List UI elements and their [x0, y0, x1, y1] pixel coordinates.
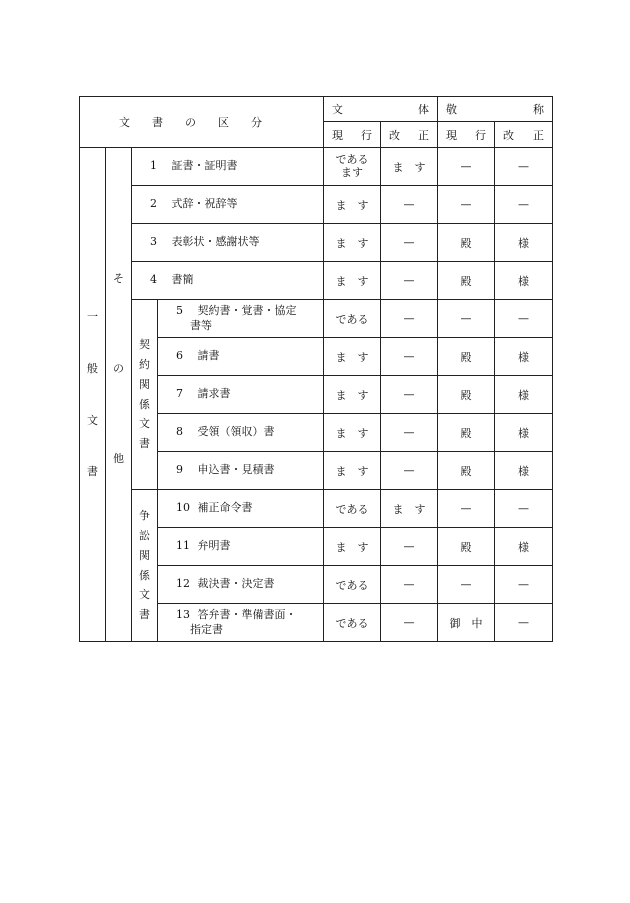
honor-revised-header: [495, 122, 553, 148]
style-current-header: [324, 122, 381, 148]
honor-revised-cell: [495, 148, 553, 186]
row-label-text: 式辞・祝辞等: [171, 197, 238, 211]
style-current-cell: [324, 414, 381, 452]
row-label: [158, 414, 324, 452]
honor-revised-cell: [495, 376, 553, 414]
row-label: [158, 604, 324, 642]
table-row: [80, 300, 553, 338]
style-revised-cell: [381, 338, 438, 376]
honor-current-header: [438, 122, 495, 148]
row-label-text: 補正命令書: [197, 501, 253, 515]
cell-text: である: [335, 578, 369, 592]
style-revised-cell: [381, 490, 438, 528]
style-revised-cell: [381, 224, 438, 262]
honor-current-cell: [438, 338, 495, 376]
cell-text: —: [460, 312, 472, 325]
cell-text: 様: [518, 540, 529, 554]
style-current-cell: [324, 224, 381, 262]
row-number: 8: [176, 425, 183, 439]
row-label-continuation: 指定書: [190, 622, 223, 636]
row-label-text: 証書・証明書: [171, 159, 238, 173]
style-revised-cell: [381, 262, 438, 300]
style-revised-cell: [381, 148, 438, 186]
style-current-cell: [324, 566, 381, 604]
style-current-cell: [324, 262, 381, 300]
row-label-text: 契約書・覚書・協定: [197, 303, 297, 317]
style-revised-cell: [381, 186, 438, 224]
group-label-other: [106, 148, 132, 642]
style-header-char-2: 体: [418, 103, 429, 116]
honor-current-cell: [438, 224, 495, 262]
row-number: 2: [150, 197, 157, 211]
style-current-cell: [324, 376, 381, 414]
cell-text: ま す: [392, 502, 426, 516]
honor-current-cell: [438, 148, 495, 186]
cell-text: —: [518, 578, 529, 591]
row-number: 12: [176, 577, 190, 591]
cell-text: —: [403, 350, 415, 363]
header-char: 現: [332, 128, 343, 142]
style-current-cell: [324, 300, 381, 338]
table-row: [80, 148, 553, 186]
style-current-cell: [324, 604, 381, 642]
group-char: 関: [139, 548, 150, 562]
group-char: 係: [139, 568, 150, 582]
cell-text: —: [460, 160, 472, 173]
style-current-cell: [324, 148, 381, 186]
row-label: [132, 262, 324, 300]
cell-text: 様: [518, 350, 529, 364]
honorific-header-char-1: 敬: [446, 103, 457, 116]
honor-current-cell: [438, 452, 495, 490]
cell-text: である: [335, 312, 369, 326]
row-label-text: 請求書: [197, 387, 231, 401]
header-char: 正: [533, 128, 544, 142]
cell-text: 様: [518, 426, 529, 440]
category-header: [80, 97, 324, 148]
row-number: 3: [150, 235, 157, 249]
cell-text: ま す: [335, 426, 369, 440]
group-label-contract: [132, 300, 158, 490]
cell-text: である: [335, 616, 369, 630]
table-row: [80, 186, 553, 224]
group-char: 文: [139, 588, 150, 602]
group-char: 書: [139, 437, 150, 450]
cell-text: —: [518, 160, 529, 173]
header-char: 正: [418, 128, 429, 142]
honor-current-cell: [438, 414, 495, 452]
style-revised-header: [381, 122, 438, 148]
cell-text: —: [460, 198, 472, 211]
cell-text: である: [335, 502, 369, 516]
row-number: 1: [150, 159, 157, 173]
style-current-cell: [324, 338, 381, 376]
row-label: [158, 528, 324, 566]
row-label-text: 申込書・見積書: [197, 463, 275, 477]
honor-revised-cell: [495, 414, 553, 452]
row-label: [132, 224, 324, 262]
row-label: [158, 300, 324, 338]
row-number: 10: [176, 501, 190, 515]
cell-text: —: [460, 502, 472, 515]
header-char: 行: [361, 128, 372, 142]
cell-text: —: [403, 236, 415, 249]
group-char: の: [113, 361, 124, 375]
style-revised-cell: [381, 300, 438, 338]
style-revised-cell: [381, 566, 438, 604]
cell-text: 殿: [460, 350, 472, 364]
group-char: 書: [139, 608, 150, 621]
honor-revised-cell: [495, 490, 553, 528]
group-char: 契: [139, 338, 150, 352]
style-header-char-1: 文: [332, 103, 343, 116]
row-label-text: 裁決書・決定書: [197, 577, 275, 591]
row-label: [158, 452, 324, 490]
row-number: 11: [176, 539, 190, 553]
cell-text: —: [403, 198, 415, 211]
cell-text: 殿: [460, 540, 472, 554]
row-number: 4: [150, 273, 157, 287]
honor-current-cell: [438, 490, 495, 528]
cell-text: ま す: [392, 160, 426, 174]
cell-text: ま す: [335, 198, 369, 212]
cell-text: である ます: [335, 153, 369, 179]
cell-text: 殿: [460, 464, 472, 478]
header-char: 行: [475, 128, 486, 142]
row-number: 6: [176, 349, 183, 363]
style-revised-cell: [381, 528, 438, 566]
row-label-text: 表彰状・感謝状等: [171, 235, 260, 249]
row-label: [132, 186, 324, 224]
header-char: 改: [389, 128, 400, 142]
table-row: [80, 490, 553, 528]
cell-text: ま す: [335, 350, 369, 364]
cell-text: —: [518, 616, 529, 629]
honor-current-cell: [438, 262, 495, 300]
cell-text: —: [403, 540, 415, 553]
honor-revised-cell: [495, 604, 553, 642]
cell-text: 様: [518, 464, 529, 478]
cell-text: —: [403, 388, 415, 401]
cell-text: —: [518, 502, 529, 515]
honor-revised-cell: [495, 262, 553, 300]
honor-revised-cell: [495, 186, 553, 224]
cell-text: 殿: [460, 274, 472, 288]
row-number: 5: [176, 303, 183, 317]
honor-revised-cell: [495, 300, 553, 338]
cell-text: 殿: [460, 236, 472, 250]
header-char: 現: [446, 128, 457, 142]
group-char: 係: [139, 397, 150, 411]
row-label-text: 答弁書・準備書面・: [197, 607, 297, 621]
cell-text: 御 中: [449, 616, 483, 630]
header-char: 改: [503, 128, 514, 142]
group-char: 他: [113, 451, 124, 465]
table-row: [80, 262, 553, 300]
group-char: 一: [87, 310, 98, 323]
cell-text: —: [403, 616, 415, 629]
honor-revised-cell: [495, 566, 553, 604]
document-classification-table: [79, 96, 553, 642]
cell-text: ま す: [335, 540, 369, 554]
cell-text: 殿: [460, 426, 472, 440]
row-label-text: 請書: [197, 349, 220, 363]
group-label-general: [80, 148, 106, 642]
cell-text: 様: [518, 388, 529, 402]
cell-text: —: [460, 578, 472, 591]
style-revised-cell: [381, 604, 438, 642]
cell-text: ま す: [335, 464, 369, 478]
cell-text: —: [403, 464, 415, 477]
style-current-cell: [324, 490, 381, 528]
cell-text: —: [518, 198, 529, 211]
row-label-text: 書簡: [171, 273, 194, 287]
honorific-header-char-2: 称: [533, 103, 544, 116]
cell-text: —: [403, 426, 415, 439]
honor-revised-cell: [495, 338, 553, 376]
style-current-cell: [324, 528, 381, 566]
group-char: 約: [139, 358, 150, 371]
category-header-text: 文書の区分: [119, 116, 284, 129]
row-number: 13: [176, 607, 190, 621]
honor-current-cell: [438, 186, 495, 224]
group-char: 文: [139, 417, 150, 431]
table-row: [80, 224, 553, 262]
group-char: 般: [87, 361, 98, 375]
group-label-dispute: [132, 490, 158, 642]
cell-text: —: [403, 312, 415, 325]
cell-text: —: [518, 312, 529, 325]
style-revised-cell: [381, 376, 438, 414]
row-number: 9: [176, 463, 183, 477]
honor-current-cell: [438, 566, 495, 604]
honor-revised-cell: [495, 452, 553, 490]
cell-text: ま す: [335, 388, 369, 402]
header-row-top: [80, 97, 553, 122]
honor-current-cell: [438, 300, 495, 338]
group-char: 訟: [139, 529, 150, 542]
honor-revised-cell: [495, 224, 553, 262]
cell-text: ま す: [335, 236, 369, 250]
row-label: [158, 566, 324, 604]
cell-text: 様: [518, 236, 529, 250]
row-label: [158, 338, 324, 376]
group-char: 書: [87, 465, 98, 479]
honorific-header: [438, 97, 553, 122]
cell-text: —: [403, 274, 415, 287]
honor-revised-cell: [495, 528, 553, 566]
style-revised-cell: [381, 452, 438, 490]
cell-text: 様: [518, 274, 529, 288]
group-char: そ: [113, 272, 124, 285]
cell-text: ま す: [335, 274, 369, 288]
group-char: 文: [87, 413, 98, 427]
style-header: [324, 97, 438, 122]
row-number: 7: [176, 387, 183, 401]
group-char: 関: [139, 377, 150, 391]
row-label-text: 弁明書: [197, 539, 231, 553]
honor-current-cell: [438, 528, 495, 566]
row-label-text: 受領（領収）書: [197, 425, 275, 439]
cell-text: —: [403, 578, 415, 591]
style-revised-cell: [381, 414, 438, 452]
group-char: 争: [139, 509, 150, 523]
honor-current-cell: [438, 376, 495, 414]
row-label-continuation: 書等: [190, 318, 212, 332]
style-current-cell: [324, 186, 381, 224]
row-label: [158, 490, 324, 528]
row-label: [132, 148, 324, 186]
style-current-cell: [324, 452, 381, 490]
honor-current-cell: [438, 604, 495, 642]
cell-text: 殿: [460, 388, 472, 402]
row-label: [158, 376, 324, 414]
